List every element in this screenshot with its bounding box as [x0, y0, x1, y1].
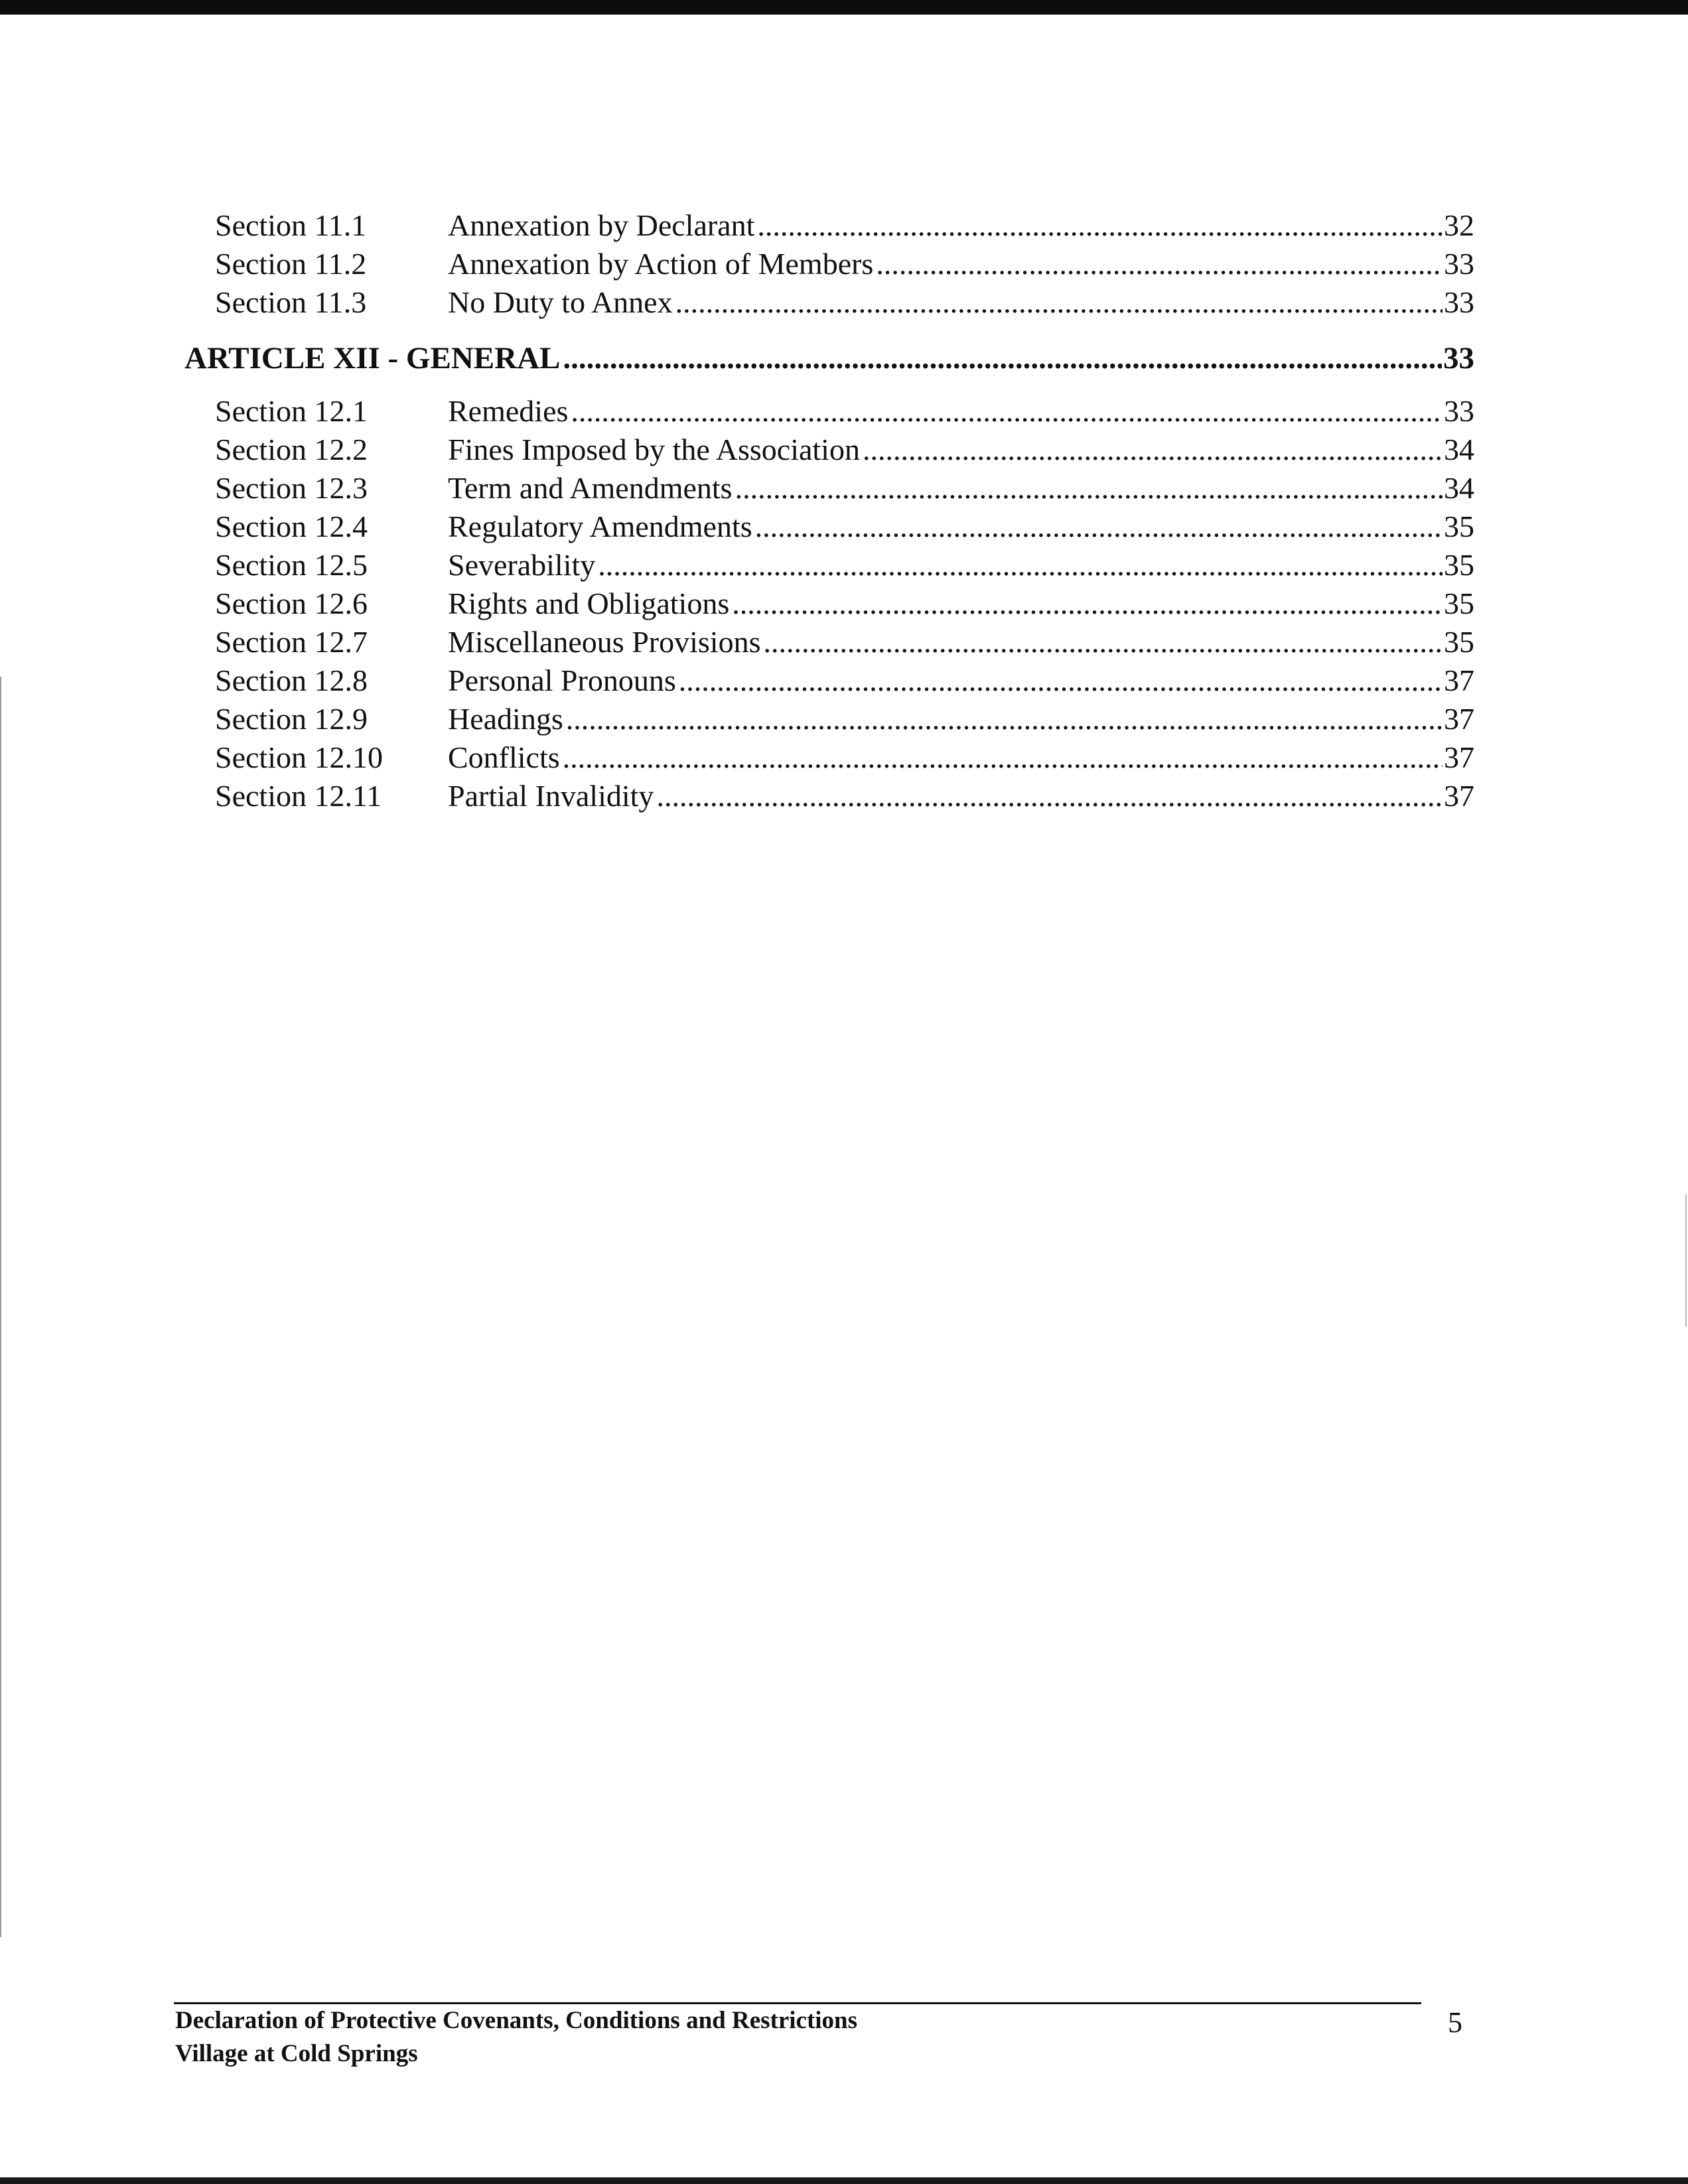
- section-title: Partial Invalidity: [448, 779, 654, 813]
- section-number: Section 12.2: [215, 433, 368, 466]
- section-title: Miscellaneous Provisions: [448, 625, 761, 659]
- page-ref: 37: [1444, 702, 1474, 736]
- footer-community-name: Village at Cold Springs: [175, 2040, 418, 2067]
- section-number: Section 12.11: [215, 779, 382, 813]
- footer-document-title: Declaration of Protective Covenants, Conditions and Restrictions: [175, 2007, 858, 2034]
- page-ref: 34: [1444, 433, 1474, 466]
- page-ref: 33: [1444, 285, 1474, 319]
- section-number: Section 12.3: [215, 471, 368, 505]
- page-ref: 35: [1444, 548, 1474, 582]
- page-ref: 34: [1444, 471, 1474, 505]
- scan-border-top: [0, 0, 1688, 15]
- scan-edge-left: [0, 677, 1, 1937]
- page-ref: 33: [1444, 247, 1474, 281]
- section-number: Section 11.2: [215, 247, 367, 281]
- page-ref: 33: [1444, 394, 1474, 428]
- dot-leader: [656, 778, 1442, 815]
- section-title: Fines Imposed by the Association: [448, 433, 860, 466]
- toc-article-xii: [184, 338, 1474, 378]
- page-number: 5: [1448, 2006, 1462, 2039]
- section-number: Section 11.1: [215, 208, 367, 242]
- section-title: No Duty to Annex: [448, 285, 673, 319]
- dot-leader: [763, 624, 1442, 661]
- section-number: Section 12.5: [215, 548, 368, 582]
- scan-border-bottom: [0, 2177, 1688, 2184]
- dot-leader: [755, 508, 1442, 545]
- section-number: Section 12.9: [215, 702, 368, 736]
- dot-leader: [679, 662, 1442, 699]
- section-title: Conflicts: [448, 740, 560, 774]
- dot-leader: [876, 245, 1442, 283]
- section-number: Section 12.6: [215, 586, 368, 620]
- section-number: Section 12.1: [215, 394, 368, 428]
- article-title: ARTICLE XII - GENERAL: [184, 341, 561, 375]
- footer-rule: [174, 2002, 1421, 2004]
- page-ref: 37: [1444, 663, 1474, 697]
- section-title: Rights and Obligations: [448, 586, 730, 620]
- section-title: Annexation by Action of Members: [448, 247, 874, 281]
- page-ref: 35: [1444, 586, 1474, 620]
- scan-edge-right: [1685, 1194, 1687, 1327]
- dot-leader: [757, 207, 1442, 244]
- dot-leader: [563, 338, 1442, 378]
- dot-leader: [598, 547, 1442, 584]
- page-ref: 37: [1444, 740, 1474, 774]
- dot-leader: [732, 585, 1442, 622]
- section-title: Remedies: [448, 394, 569, 428]
- section-number: Section 11.3: [215, 285, 367, 319]
- dot-leader: [563, 739, 1442, 776]
- dot-leader: [735, 470, 1442, 507]
- section-title: Severability: [448, 548, 596, 582]
- dot-leader: [863, 431, 1442, 468]
- page-ref: 35: [1444, 510, 1474, 543]
- section-number: Section 12.8: [215, 663, 368, 697]
- section-number: Section 12.7: [215, 625, 368, 659]
- section-title: Headings: [448, 702, 563, 736]
- page-ref: 35: [1444, 625, 1474, 659]
- dot-leader: [675, 284, 1442, 321]
- page-ref: 32: [1444, 208, 1474, 242]
- section-title: Regulatory Amendments: [448, 510, 752, 543]
- page-ref: 37: [1444, 779, 1474, 813]
- page-ref: 33: [1443, 341, 1474, 375]
- dot-leader: [566, 701, 1442, 738]
- section-title: Annexation by Declarant: [448, 208, 755, 242]
- section-number: Section 12.4: [215, 510, 368, 543]
- section-title: Term and Amendments: [448, 471, 733, 505]
- section-title: Personal Pronouns: [448, 663, 676, 697]
- section-number: Section 12.10: [215, 740, 383, 774]
- dot-leader: [571, 393, 1442, 430]
